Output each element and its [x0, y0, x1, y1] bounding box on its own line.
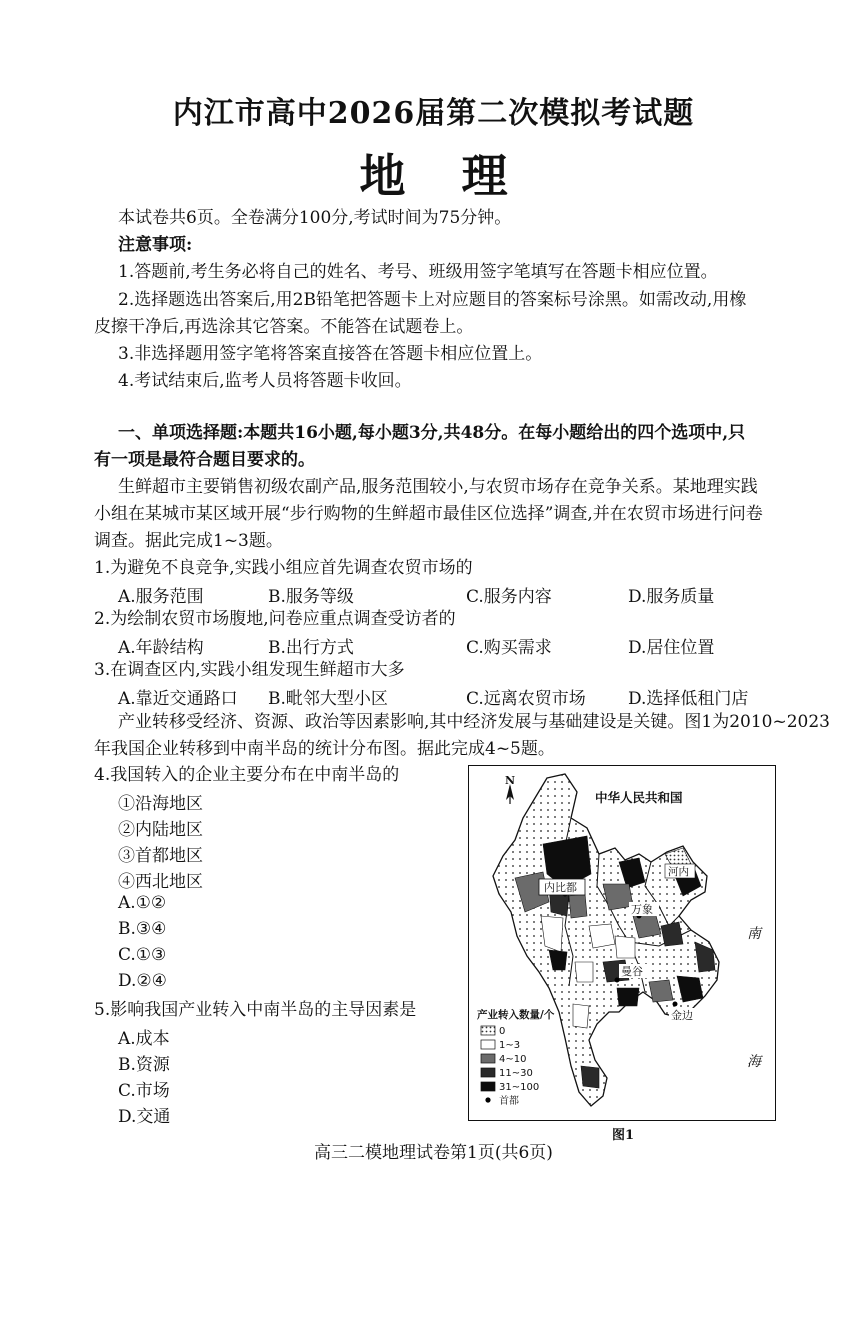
naypyidaw-label: 内比都: [544, 881, 577, 894]
q3-stem: 3.在调查区内,实践小组发现生鲜超市大多: [94, 660, 405, 680]
q1-stem: 1.为避免不良竞争,实践小组应首先调查农贸市场的: [94, 558, 473, 578]
q4-item-3: ③首都地区: [118, 846, 203, 866]
legend-item-3: 11~30: [499, 1068, 533, 1079]
q4-item-1: ①沿海地区: [118, 794, 203, 814]
q2-option-b: B.出行方式: [268, 638, 354, 658]
subject-title: 地 理: [359, 149, 508, 203]
section-heading-2: 有一项是最符合题目要求的。: [94, 450, 315, 470]
passage1-line1: 生鲜超市主要销售初级农副产品,服务范围较小,与农贸市场存在竞争关系。某地理实践: [118, 477, 758, 497]
indochina-map: [468, 765, 776, 1121]
passage1-line3: 调查。据此完成1~3题。: [94, 531, 283, 551]
note-1: 1.答题前,考生务必将自己的姓名、考号、班级用签字笔填写在答题卡相应位置。: [118, 262, 718, 282]
vientiane-label: 万象: [631, 903, 653, 916]
page-footer: 高三二模地理试卷第1页(共6页): [314, 1143, 553, 1163]
bangkok-label: 曼谷: [621, 965, 643, 978]
note-2a: 2.选择题选出答案后,用2B铅笔把答题卡上对应题目的答案标号涂黑。如需改动,用橡: [118, 290, 747, 310]
q4-item-4: ④西北地区: [118, 872, 203, 892]
q5-option-a: A.成本: [118, 1029, 170, 1049]
north-arrow-icon: [506, 784, 514, 804]
q4-option-c: C.①③: [118, 945, 167, 965]
passage2-line1: 产业转移受经济、资源、政治等因素影响,其中经济发展与基础建设是关键。图1为2010~2023: [118, 712, 830, 732]
map-legend: [477, 1008, 555, 1107]
q2-option-d: D.居住位置: [628, 638, 715, 658]
hanoi-label: 河内: [668, 866, 689, 878]
legend-item-4: 31~100: [499, 1082, 540, 1093]
passage1-line2: 小组在某城市某区域开展“步行购物的生鲜超市最佳区位选择”调查,并在农贸市场进行问卷: [94, 504, 763, 524]
note-3: 3.非选择题用签字笔将答案直接答在答题卡相应位置上。: [118, 344, 543, 364]
passage2-line2: 年我国企业转移到中南半岛的统计分布图。据此完成4~5题。: [94, 739, 555, 759]
phnom-penh-marker: [673, 1002, 678, 1007]
q5-option-d: D.交通: [118, 1107, 171, 1127]
exam-info: 本试卷共6页。全卷满分100分,考试时间为75分钟。: [118, 208, 512, 228]
q4-option-d: D.②④: [118, 971, 167, 991]
q2-option-c: C.购买需求: [466, 638, 552, 658]
q4-stem: 4.我国转入的企业主要分布在中南半岛的: [94, 765, 400, 785]
note-4: 4.考试结束后,监考人员将答题卡收回。: [118, 371, 412, 391]
q3-option-a: A.靠近交通路口: [118, 689, 238, 709]
north-label: N: [505, 774, 516, 787]
legend-item-1: 1~3: [499, 1040, 521, 1051]
sea-label-1: 南: [747, 926, 761, 942]
section-heading-1: 一、单项选择题:本题共16小题,每小题3分,共48分。在每小题给出的四个选项中,只: [118, 423, 746, 443]
legend-item-2: 4~10: [499, 1054, 527, 1065]
q1-option-a: A.服务范围: [118, 587, 204, 607]
legend-title: 产业转入数量/个: [477, 1009, 555, 1021]
bangkok-marker: [615, 978, 620, 983]
q1-option-b: B.服务等级: [268, 587, 354, 607]
china-label: 中华人民共和国: [595, 790, 683, 805]
q3-option-d: D.选择低租门店: [628, 689, 749, 709]
q1-option-d: D.服务质量: [628, 587, 715, 607]
notes-title: 注意事项:: [118, 235, 193, 255]
exam-title: 内江市高中2026届第二次模拟考试题: [172, 96, 695, 131]
q5-option-b: B.资源: [118, 1055, 170, 1075]
legend-item-0: 0: [499, 1026, 506, 1037]
legend-capital-dot: [485, 1097, 490, 1102]
q3-option-b: B.毗邻大型小区: [268, 689, 388, 709]
figure-caption: 图1: [612, 1128, 635, 1143]
phnom-penh-label: 金边: [671, 1009, 693, 1022]
sea-label-2: 海: [747, 1054, 761, 1070]
q4-option-a: A.①②: [118, 893, 167, 913]
q5-stem: 5.影响我国产业转入中南半岛的主导因素是: [94, 1000, 417, 1020]
q3-option-c: C.远离农贸市场: [466, 689, 586, 709]
q2-option-a: A.年龄结构: [118, 638, 204, 658]
q4-option-b: B.③④: [118, 919, 167, 939]
q5-option-c: C.市场: [118, 1081, 170, 1101]
q4-item-2: ②内陆地区: [118, 820, 203, 840]
q2-stem: 2.为绘制农贸市场腹地,问卷应重点调查受访者的: [94, 609, 456, 629]
legend-item-5: 首都: [499, 1096, 519, 1107]
q1-option-c: C.服务内容: [466, 587, 552, 607]
note-2b: 皮擦干净后,再选涂其它答案。不能答在试题卷上。: [94, 317, 474, 337]
